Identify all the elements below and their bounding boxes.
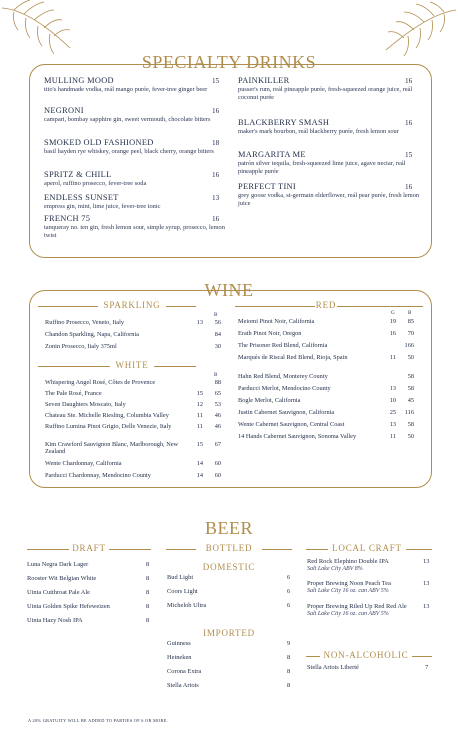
- local-craft-price: 13: [423, 580, 430, 587]
- draft-beer-name: Uinta Hazy Nosh IPA: [27, 617, 83, 624]
- beer-title: BEER: [204, 518, 253, 538]
- drink-price: 16: [212, 107, 220, 115]
- drink-description: maker's mark bourbon, reál blackberry purée, fresh lemon sour: [238, 128, 399, 135]
- drink-description: basil hayden rye whiskey, orange peel, black cherry, orange bitters: [44, 148, 214, 155]
- sparkling-heading: SPARKLING: [103, 300, 161, 310]
- wine-name: Meiomi Pinot Noir, California: [238, 318, 315, 325]
- local-craft-item: [307, 558, 415, 573]
- nonalc-rule-left: [306, 656, 320, 657]
- local-craft-name: Proper Brewing Riled Up Red Red Ale: [307, 603, 407, 610]
- wine-name: Parducci Chardonnay, Mendocino County: [45, 472, 151, 479]
- local-craft-detail: Salt Lake City 16 oz. can ABV 5%: [307, 587, 389, 594]
- wine-bottle-price: 53: [214, 401, 221, 408]
- wine-name: Marqués de Riscal Red Blend, Rioja, Spain: [238, 354, 348, 361]
- wine-glass-price: 15: [196, 441, 203, 448]
- drink-item: [44, 138, 230, 156]
- drink-item: [44, 170, 230, 188]
- drink-name: PAINKILLER: [238, 76, 290, 85]
- local-craft-detail: Salt Lake City ABV 8%: [307, 565, 363, 572]
- red-rule-right: [337, 306, 423, 307]
- drink-price: 13: [212, 194, 220, 202]
- drink-price: 18: [212, 139, 220, 147]
- wine-bottle-price: 67: [214, 441, 221, 448]
- draft-beer-price: 8: [146, 617, 150, 624]
- wine-title: WINE: [204, 280, 254, 300]
- drink-price: 15: [212, 77, 220, 85]
- wine-glass-price: 11: [196, 423, 203, 430]
- imported-beer-price: 8: [287, 654, 291, 661]
- local-rule-right: [406, 549, 432, 550]
- wine-bottle-price: 58: [407, 385, 414, 392]
- drink-item: [238, 150, 424, 175]
- wine-bottle-price: 46: [214, 423, 221, 430]
- draft-beer-name: Uinta Cutthroat Pale Ale: [27, 589, 91, 596]
- local-craft-price: 13: [423, 603, 430, 610]
- drink-description: grey goose vodka, st-germain elderflower, reál pear purée, fresh lemon juice: [238, 192, 420, 207]
- wine-glass-price: 15: [196, 390, 203, 397]
- draft-beer-price: 8: [146, 561, 150, 568]
- imported-beer-name: Heineken: [167, 654, 192, 661]
- local-craft-detail: Salt Lake City 16 oz. can ABV 5%: [307, 610, 389, 617]
- drink-item: [238, 76, 424, 101]
- wine-name: Ruffino Lumina Pinot Grigio, Delle Venezie, Italy: [45, 423, 172, 430]
- drink-name: MARGARITA ME: [238, 150, 306, 159]
- local-craft-name: Red Rock Elephino Double IPA: [307, 558, 389, 565]
- local-rule-left: [306, 549, 328, 550]
- domestic-heading: DOMESTIC: [202, 562, 256, 572]
- wine-name: Chateau Ste. Michelle Riesling, Columbia Valley: [45, 412, 169, 419]
- drink-name: SPRITZ & CHILL: [44, 170, 112, 179]
- wine-bottle-price: 65: [214, 390, 221, 397]
- local-craft-item: [307, 580, 415, 595]
- wine-name: Chandon Sparkling, Napa, California: [45, 331, 139, 338]
- wine-bottle-price: 88: [214, 379, 221, 386]
- wine-glass-price: 13: [196, 319, 203, 326]
- wine-name: Wente Cabernet Sauvignon, Central Coast: [238, 421, 345, 428]
- sparkling-rule-right: [166, 306, 196, 307]
- specialty-title: SPECIALTY DRINKS: [141, 52, 317, 72]
- drink-name: FRENCH 75: [44, 214, 91, 223]
- imported-beer-price: 8: [287, 682, 291, 689]
- drink-item: [44, 76, 230, 94]
- non-alcoholic-name: Stella Artois Liberté: [307, 664, 359, 671]
- drink-price: 16: [212, 171, 220, 179]
- wine-name: Parducci Merlot, Mendocino County: [238, 385, 331, 392]
- gratuity-note: A 20% GRATUITY WILL BE ADDED TO PARTIES OF 6 OR MORE.: [28, 718, 169, 723]
- red-rule-left: [235, 306, 315, 307]
- drink-description: pusser's rum, reál pineapple purée, fresh-squeezed orange juice, reál coconut purée: [238, 86, 413, 101]
- wine-name: Hahn Red Blend, Monterey County: [238, 373, 328, 380]
- wine-bottle-price: 46: [214, 412, 221, 419]
- wine-glass-price: 14: [196, 460, 203, 467]
- imported-heading: IMPORTED: [203, 628, 255, 638]
- draft-beer-price: 8: [146, 589, 150, 596]
- white-rule-right: [154, 366, 196, 367]
- wine-name: Zonin Prosecco, Italy 375ml: [45, 343, 117, 350]
- drink-description: aperol, ruffino prosecco, fever-tree soda: [44, 180, 147, 187]
- white-heading: WHITE: [115, 360, 149, 370]
- wine-bottle-price: 50: [407, 433, 414, 440]
- drink-name: MULLING MOOD: [44, 76, 114, 85]
- drink-item: [44, 106, 230, 124]
- wine-bottle-price: 116: [404, 409, 414, 416]
- wine-glass-price: 16: [389, 330, 396, 337]
- drink-description: tanqueray no. ten gin, fresh lemon sour, simple syrup, prosecco, lemon twist: [44, 224, 225, 239]
- drink-price: 16: [405, 183, 413, 191]
- draft-rule-right: [109, 549, 151, 550]
- draft-beer-price: 8: [146, 575, 150, 582]
- drink-price: 16: [405, 77, 413, 85]
- drink-price: 16: [405, 119, 413, 127]
- wine-bottle-price: 58: [407, 373, 414, 380]
- wine-bottle-price: 58: [407, 421, 414, 428]
- wine-glass-price: 11: [389, 433, 396, 440]
- wine-name: Erath Pinot Noir, Oregon: [238, 330, 302, 337]
- draft-heading: DRAFT: [72, 543, 106, 553]
- wine-name: Ruffino Prosecco, Veneto, Italy: [45, 319, 124, 326]
- domestic-beer-price: 6: [287, 574, 291, 581]
- drink-item: [44, 214, 230, 239]
- draft-beer-name: Uinta Golden Spike Hefeweizen: [27, 603, 110, 610]
- draft-beer-name: Luna Negra Dark Lager: [27, 561, 89, 568]
- wine-bottle-price: 56: [214, 319, 221, 326]
- wine-name: 14 Hands Cabernet Sauvignon, Sonoma Valley: [238, 433, 357, 440]
- domestic-beer-price: 6: [287, 588, 291, 595]
- draft-rule-left: [27, 549, 69, 550]
- white-rule-left: [38, 366, 110, 367]
- drink-name: PERFECT TINI: [238, 182, 296, 191]
- nonalc-heading: NON-ALCOHOLIC: [323, 650, 409, 660]
- red-col-b: B: [408, 310, 412, 316]
- drink-item: [44, 193, 230, 211]
- wine-bottle-price: 30: [214, 343, 221, 350]
- imported-beer-name: Stella Artois: [167, 682, 199, 689]
- wine-bottle-price: 50: [407, 354, 414, 361]
- red-heading: RED: [315, 300, 337, 310]
- wine-bottle-price: 166: [404, 342, 414, 349]
- domestic-beer-name: Michelob Ultra: [167, 602, 207, 609]
- wine-glass-price: 19: [389, 318, 396, 325]
- wine-name: Justin Cabernet Sauvignon, California: [238, 409, 335, 416]
- bottled-rule-right: [262, 549, 292, 550]
- domestic-beer-name: Bud Light: [167, 574, 194, 581]
- white-col-b: B: [214, 372, 218, 378]
- local-craft-heading: LOCAL CRAFT: [332, 543, 402, 553]
- draft-beer-name: Rooster Wit Belgian White: [27, 575, 97, 582]
- drink-description: tito's handmade vodka, reál mango purée, fever-tree ginger beer: [44, 86, 208, 93]
- drink-description: campari, bombay sapphire gin, sweet vermouth, chocolate bitters: [44, 116, 211, 123]
- drink-item: [238, 118, 424, 136]
- wine-glass-price: 10: [389, 397, 396, 404]
- wine-glass-price: 12: [196, 401, 203, 408]
- imported-beer-name: Guinness: [167, 640, 191, 647]
- local-craft-name: Proper Brewing Noon Peach Tea: [307, 580, 391, 587]
- imported-beer-price: 8: [287, 668, 291, 675]
- drink-description: patrón silver tequila, fresh-squeezed lime juice, agave nectar, reál pineapple purée: [238, 160, 406, 175]
- non-alcoholic-price: 7: [425, 664, 429, 671]
- wine-name: Kim Crawford Sauvignon Blanc, Marlborough, New Zealand: [45, 441, 179, 456]
- wine-glass-price: 14: [196, 472, 203, 479]
- wine-name: Seven Daughters Moscato, Italy: [45, 401, 126, 408]
- nonalc-rule-right: [412, 656, 432, 657]
- sparkling-rule-left: [38, 306, 98, 307]
- wine-name: Whispering Angel Rosé, Côtes de Provence: [45, 379, 156, 386]
- wine-name: The Pale Rosé, France: [45, 390, 102, 397]
- wine-bottle-price: 45: [407, 397, 414, 404]
- drink-name: ENDLESS SUNSET: [44, 193, 119, 202]
- wine-name: Wente Chardonnay, California: [45, 460, 122, 467]
- drink-name: NEGRONI: [44, 106, 84, 115]
- wine-glass-price: 11: [196, 412, 203, 419]
- imported-beer-price: 9: [287, 640, 291, 647]
- drink-name: BLACKBERRY SMASH: [238, 118, 330, 127]
- imported-beer-name: Corona Extra: [167, 668, 202, 675]
- wine-glass-price: 13: [389, 385, 396, 392]
- wine-glass-price: 25: [389, 409, 396, 416]
- drink-price: 16: [212, 215, 220, 223]
- draft-beer-price: 8: [146, 603, 150, 610]
- local-craft-item: [307, 603, 415, 618]
- red-col-g: G: [391, 310, 395, 316]
- bottled-rule-left: [166, 549, 196, 550]
- wine-bottle-price: 60: [214, 460, 221, 467]
- domestic-beer-name: Coors Light: [167, 588, 198, 595]
- drink-price: 15: [405, 151, 413, 159]
- domestic-beer-price: 6: [287, 602, 291, 609]
- sparkling-col-b: B: [214, 312, 218, 318]
- wine-name: Bogle Merlot, California: [238, 397, 301, 404]
- wine-glass-price: 13: [389, 421, 396, 428]
- bottled-heading: BOTTLED: [205, 543, 253, 553]
- wine-bottle-price: 84: [214, 331, 221, 338]
- wine-bottle-price: 70: [407, 330, 414, 337]
- drink-item: [238, 182, 424, 207]
- wine-name: The Prisoner Red Blend, California: [238, 342, 328, 349]
- drink-name: SMOKED OLD FASHIONED: [44, 138, 154, 147]
- drink-description: empress gin, mint, lime juice, fever-tree tonic: [44, 203, 161, 210]
- local-craft-price: 13: [423, 558, 430, 565]
- wine-bottle-price: 85: [407, 318, 414, 325]
- wine-glass-price: 11: [389, 354, 396, 361]
- wine-bottle-price: 60: [214, 472, 221, 479]
